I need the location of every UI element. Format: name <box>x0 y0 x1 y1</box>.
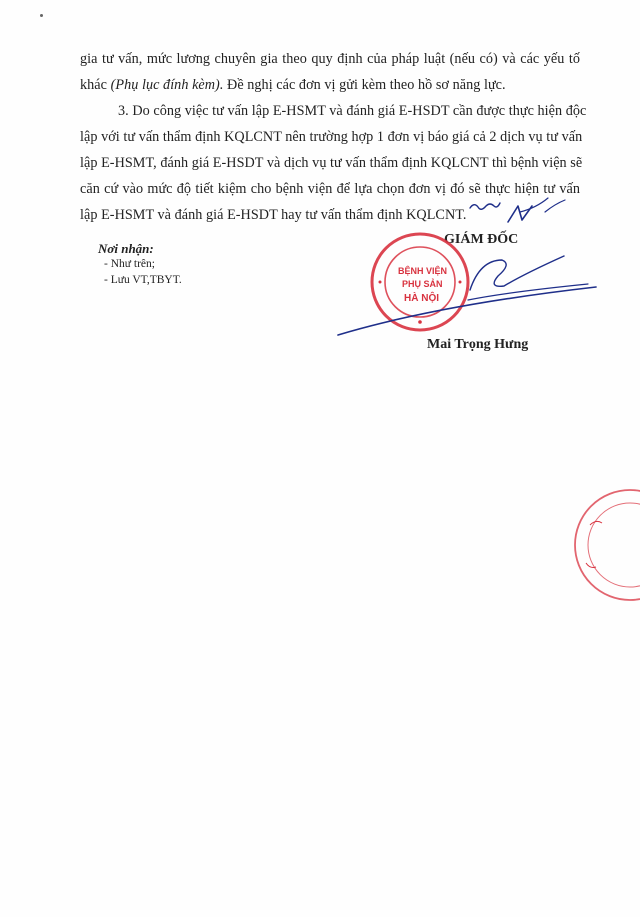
body-line-5: lập E-HSMT, đánh giá E-HSDT và dịch vụ tư vấn thẩm định KQLCNT thì bệnh viện sẽ <box>80 155 583 171</box>
body-line-4: lập với tư vấn thẩm định KQLCNT nên trường hợp 1 đơn vị báo giá cả 2 dịch vụ tư vấn <box>80 129 583 145</box>
director-title: GIÁM ĐỐC <box>444 232 519 247</box>
recipient-item-1: - Như trên; <box>104 258 155 270</box>
body-line-2-end: Đề nghị các đơn vị gửi kèm theo hồ sơ năng lực. <box>223 77 506 93</box>
recipients-title: Nơi nhận: <box>98 241 154 256</box>
body-line-7: lập E-HSMT và đánh giá E-HSDT hay tư vấn thẩm định KQLCNT. <box>80 207 467 223</box>
appendix-reference: (Phụ lục đính kèm). <box>110 77 224 93</box>
body-line-6: căn cứ vào mức độ tiết kiệm cho bệnh viện để lựa chọn đơn vị đó sẽ thực hiện tư vấn <box>80 181 580 197</box>
body-line-3: 3. Do công việc tư vấn lập E-HSMT và đánh giá E-HSDT cần được thực hiện độc <box>118 103 587 119</box>
body-line-2-start: khác <box>80 77 111 93</box>
body-line-1: gia tư vấn, mức lương chuyên gia theo quy định của pháp luật (nếu có) và các yếu tố <box>80 51 580 67</box>
seal-text-mid: PHỤ SẢN <box>402 279 443 289</box>
seal-text-top: BỆNH VIỆN <box>398 266 448 276</box>
partial-seal-edge <box>575 490 640 600</box>
signer-name: Mai Trọng Hưng <box>427 337 529 352</box>
hospital-seal <box>372 234 468 330</box>
recipient-item-2: - Lưu VT,TBYT. <box>104 274 182 286</box>
seal-text-bot: HÀ NỘI <box>404 293 439 304</box>
